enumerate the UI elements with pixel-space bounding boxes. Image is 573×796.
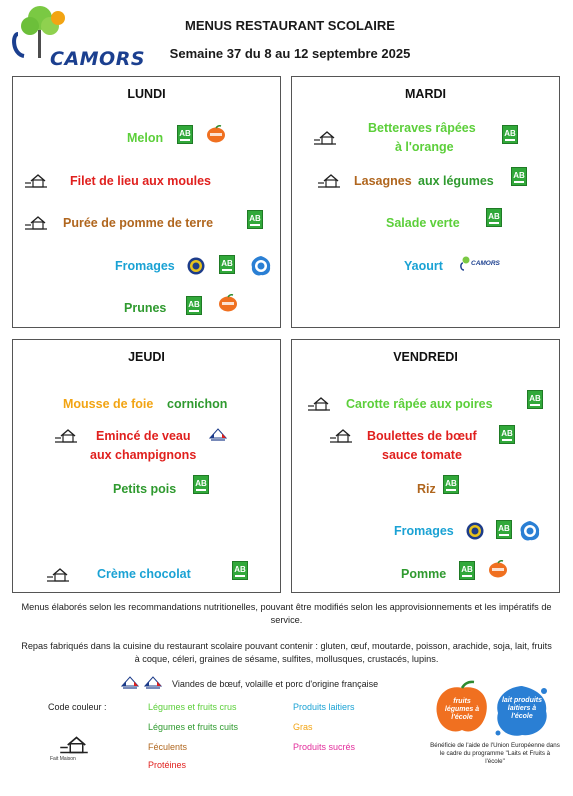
day-box-mardi xyxy=(291,76,560,328)
fruit-school-icon xyxy=(218,294,238,312)
ab-organic-icon: AB xyxy=(232,561,248,580)
ab-organic-icon: AB xyxy=(496,520,512,539)
menu-item: Crème chocolat xyxy=(97,567,191,581)
legend-label: Code couleur : xyxy=(48,702,107,712)
fait-maison-icon xyxy=(60,735,88,755)
menu-item: Petits pois xyxy=(113,482,177,496)
day-name: JEUDI xyxy=(128,350,165,364)
fait-maison-icon xyxy=(25,173,47,189)
day-box-vendredi xyxy=(291,339,560,593)
camors-logo xyxy=(10,4,146,74)
french-origin-icon xyxy=(120,674,140,690)
menu-item: Filet de lieu aux moules xyxy=(70,174,212,188)
menu-item: Pomme xyxy=(401,567,447,581)
week-subtitle: Semaine 37 du 8 au 12 septembre 2025 xyxy=(169,46,411,61)
menu-item: Emincé de veau xyxy=(96,429,191,443)
eu-aid-note: Bénéficie de l'aide de l'Union Européenne dans le cadre du programme "Laits et Fruits à l'école" xyxy=(430,742,560,765)
ab-organic-icon: AB xyxy=(499,425,515,444)
menu-item: cornichon xyxy=(167,397,228,411)
origin-note: Viandes de bœuf, volaille et porc d'origine française xyxy=(172,679,379,689)
day-name: LUNDI xyxy=(127,87,166,101)
day-box-lundi xyxy=(12,76,281,328)
legend-item: Produits sucrés xyxy=(293,742,356,752)
fruits-legumes-ecole-logo xyxy=(432,680,492,736)
menu-item: Prunes xyxy=(124,301,167,315)
allergen-note: Repas fabriqués dans la cuisine du restaurant scolaire pouvant contenir : gluten, œuf, moutarde, poisson, arachide, soja, lait, fruits à coque, céleri, graines de sésame, sulfites, mollusques, crustacés, lupins. xyxy=(21,641,552,664)
fruit-school-icon xyxy=(488,560,508,578)
menu-item: Yaourt xyxy=(404,259,443,273)
menu-item: aux légumes xyxy=(418,174,494,188)
fait-maison-icon xyxy=(308,396,330,412)
menu-item: Betteraves râpées xyxy=(368,121,476,135)
french-origin-icon xyxy=(143,674,163,690)
fruit-school-icon xyxy=(206,125,226,143)
menu-item: Carotte râpée aux poires xyxy=(346,397,493,411)
ab-organic-icon: AB xyxy=(502,125,518,144)
legend-item: Gras xyxy=(293,722,313,732)
fait-maison-label: Fait Maison xyxy=(50,756,76,762)
legend-item: Légumes et fruits cuits xyxy=(148,722,239,732)
fait-maison-icon xyxy=(55,428,77,444)
menu-item: Riz xyxy=(417,482,436,496)
menu-item: Mousse de foie xyxy=(63,397,154,411)
menu-item: aux champignons xyxy=(90,448,197,462)
ab-organic-icon: AB xyxy=(193,475,209,494)
ab-organic-icon: AB xyxy=(527,390,543,409)
menu-item: Melon xyxy=(127,131,164,145)
menu-item: Boulettes de bœuf xyxy=(367,429,477,443)
day-name: VENDREDI xyxy=(393,350,458,364)
label-rouge-icon xyxy=(187,257,205,275)
page-title: MENUS RESTAURANT SCOLAIRE xyxy=(185,18,395,33)
fait-maison-icon xyxy=(25,215,47,231)
menu-item: sauce tomate xyxy=(382,448,462,462)
logo-text: CAMORS xyxy=(50,48,146,70)
label-rouge-icon xyxy=(466,522,484,540)
milk-logo-label: lait produits laitiers à l'école xyxy=(501,697,543,720)
menu-item: Fromages xyxy=(394,524,454,538)
legend-item: Produits laitiers xyxy=(293,702,355,712)
menu-item: Salade verte xyxy=(386,216,460,230)
menu-item: à l'orange xyxy=(395,140,454,154)
ab-organic-icon: AB xyxy=(186,296,202,315)
day-box-jeudi xyxy=(12,339,281,593)
legend-item: Légumes et fruits crus xyxy=(148,702,237,712)
menu-item: Purée de pomme de terre xyxy=(63,216,214,230)
fruit-logo-label: fruits légumes à l'école xyxy=(444,698,480,721)
french-origin-icon xyxy=(208,426,228,442)
ab-organic-icon: AB xyxy=(177,125,193,144)
lait-ecole-logo xyxy=(492,683,552,739)
menu-item: Lasagnes xyxy=(354,174,412,188)
ab-organic-icon: AB xyxy=(459,561,475,580)
fait-maison-icon xyxy=(318,173,340,189)
fait-maison-icon xyxy=(330,428,352,444)
ab-organic-icon: AB xyxy=(219,255,235,274)
milk-school-icon xyxy=(519,520,541,542)
ab-organic-icon: AB xyxy=(247,210,263,229)
menu-item: Fromages xyxy=(115,259,175,273)
legend-item: Féculents xyxy=(148,742,188,752)
tree-logo-icon xyxy=(460,256,470,272)
ab-organic-icon: AB xyxy=(443,475,459,494)
mini-logo-text: CAMORS xyxy=(471,260,500,267)
ab-organic-icon: AB xyxy=(511,167,527,186)
fait-maison-icon xyxy=(47,567,69,583)
day-name: MARDI xyxy=(405,87,446,101)
camors-mini-logo xyxy=(460,256,500,272)
fait-maison-icon xyxy=(314,130,336,146)
ab-organic-icon: AB xyxy=(486,208,502,227)
milk-school-icon xyxy=(250,255,272,277)
nutrition-note: Menus élaborés selon les recommandations nutritionelles, pouvant être modifiés selon les approvisionnements et les impératifs de service. xyxy=(21,602,552,625)
legend-item: Protéines xyxy=(148,760,187,770)
